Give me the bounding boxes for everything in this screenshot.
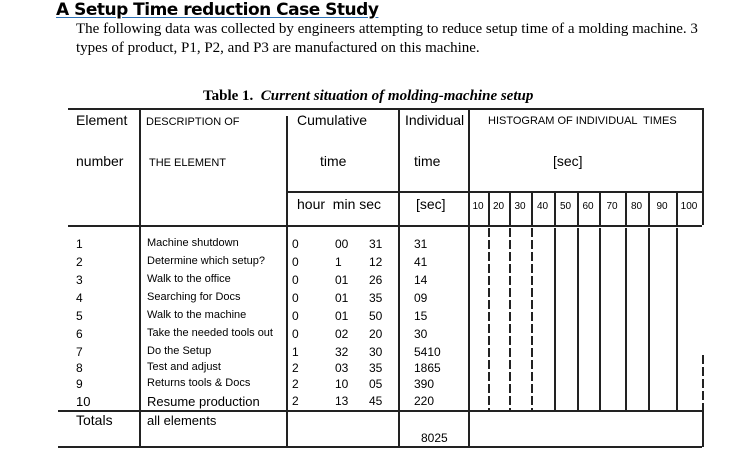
histogram-gridline [702,355,704,410]
cum-min: 32 [335,345,349,359]
cum-min: 00 [335,237,349,251]
element-description: Walk to the machine [147,309,247,321]
element-description: Take the needed tools out [147,327,273,339]
cum-hour: 0 [292,309,299,323]
histogram-bin-divider [599,191,601,225]
cum-min: 01 [335,309,349,323]
header-number: number [76,153,124,169]
caption-prefix: Table 1. [203,88,254,104]
header-hour-min-sec: hour min sec [297,196,382,212]
element-description: Test and adjust [147,361,221,373]
element-description: Do the Setup [147,345,212,357]
element-number: 5 [76,309,83,323]
rule [286,116,288,447]
header-element: Element [76,112,128,128]
table-caption [203,88,533,105]
histogram-bin-divider [625,191,627,225]
rule [58,446,702,448]
element-number: 9 [76,377,83,391]
histogram-bin-label: 20 [492,201,505,212]
element-number: 8 [76,361,83,375]
histogram-bin-label: 90 [656,201,668,212]
histogram-bin-label: 60 [582,201,594,212]
histogram-bin-divider [509,191,511,225]
histogram-gridline [625,228,627,410]
histogram-gridline [676,228,678,410]
cum-sec: 31 [369,237,383,251]
rule [287,191,702,193]
caption-title: Current situation of molding-machine setup [260,88,534,104]
rule [139,108,141,447]
cum-sec: 05 [369,377,383,391]
cum-min: 02 [335,327,349,341]
rule [68,108,702,110]
histogram-bin-divider [488,191,490,225]
individual-time: 5410 [414,345,441,359]
histogram-bin-divider [648,191,650,225]
histogram-bin-label: 50 [559,201,572,212]
histogram-bin-label: 70 [606,201,618,212]
cum-hour: 2 [292,361,299,375]
histogram-bin-label: 30 [514,201,526,212]
header-cumulative: Cumulative [297,112,368,128]
individual-time: 390 [414,377,435,391]
element-number: 2 [76,255,83,269]
cum-min: 10 [335,377,349,391]
histogram-bin-label: 100 [680,201,698,212]
cum-hour: 0 [292,291,299,305]
header-description: DESCRIPTION OF [146,116,240,128]
header-ind-time: time [414,153,441,169]
header-hist-sec: [sec] [553,153,583,169]
cum-min: 03 [335,361,349,375]
histogram-bin-label: 10 [472,201,484,212]
individual-time: 09 [414,291,428,305]
cum-hour: 1 [292,345,299,359]
histogram-gridline [599,228,601,410]
individual-time: 14 [414,273,428,287]
histogram-bin-divider [554,191,556,225]
element-number: 7 [76,345,83,359]
header-individual: Individual [405,112,465,128]
histogram-bin-label: 80 [630,201,643,212]
cum-hour: 2 [292,394,299,408]
cum-min: 1 [335,255,342,269]
histogram-gridline [648,228,650,410]
cum-min: 01 [335,273,349,287]
histogram-gridline [488,228,490,410]
element-description: Walk to the office [147,273,231,285]
element-description: Returns tools & Docs [147,377,251,389]
element-description: Determine which setup? [147,255,266,267]
page-title: A Setup Time reduction Case Study [56,0,379,20]
cum-sec: 45 [369,394,383,408]
element-description: Searching for Docs [147,291,241,303]
rule [702,108,704,225]
histogram-bin-divider [577,191,579,225]
cum-sec: 20 [369,327,383,341]
cum-min: 13 [335,394,349,408]
element-number: 6 [76,327,83,341]
header-ind-sec: [sec] [416,196,446,212]
cum-hour: 0 [292,327,299,341]
element-number: 3 [76,273,83,287]
header-histogram: HISTOGRAM OF INDIVIDUAL TIMES [488,115,677,127]
histogram-gridline [554,228,556,410]
element-number: 1 [76,237,83,251]
cum-hour: 0 [292,237,299,251]
histogram-bin-label: 40 [536,201,549,212]
individual-time: 31 [414,237,428,251]
individual-time: 41 [414,255,428,269]
rule [468,108,470,447]
individual-time: 30 [414,327,428,341]
header-cum-time: time [320,153,347,169]
element-description: Machine shutdown [147,237,239,249]
cum-sec: 35 [369,361,383,375]
cum-sec: 26 [369,273,383,287]
totals-description: all elements [147,413,217,428]
cum-min: 01 [335,291,349,305]
rule [702,410,704,447]
header-the-element: THE ELEMENT [149,157,227,169]
cum-sec: 12 [369,255,383,269]
rule [68,225,702,227]
histogram-bin-divider [676,191,678,225]
cum-sec: 50 [369,309,383,323]
cum-sec: 35 [369,291,383,305]
histogram-gridline [577,228,579,410]
cum-hour: 2 [292,377,299,391]
rule [398,108,400,447]
intro-paragraph: The following data was collected by engineers attempting to reduce setup time of a molding machine. 3 types of product, P1, P2, and P3 are manufactured on this machine. [76,21,698,56]
cum-hour: 0 [292,255,299,269]
individual-time: 220 [414,394,435,408]
totals-label: Totals [76,412,113,428]
cum-sec: 30 [369,345,383,359]
cum-hour: 0 [292,273,299,287]
individual-time: 1865 [414,361,441,375]
histogram-bin-divider [531,191,533,225]
individual-time: 15 [414,309,428,323]
rule [58,410,702,412]
element-number: 10 [76,394,91,409]
totals-individual: 8025 [421,431,448,445]
element-description: Resume production [147,394,260,409]
element-number: 4 [76,291,83,305]
histogram-gridline [531,228,533,410]
histogram-gridline [509,228,511,410]
